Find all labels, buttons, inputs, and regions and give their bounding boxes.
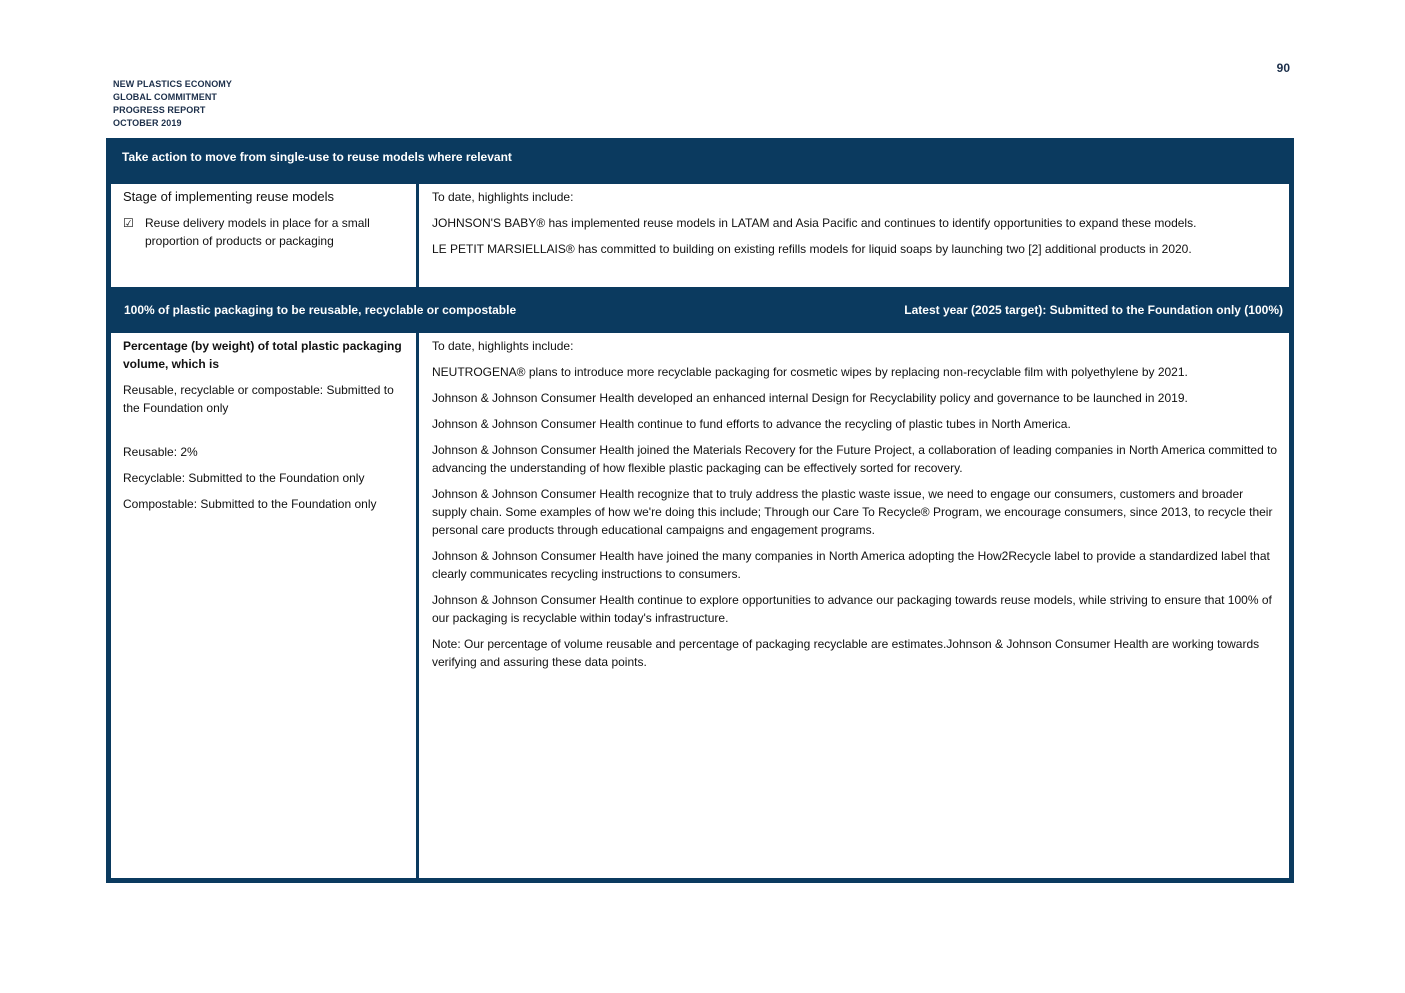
header-line: NEW PLASTICS ECONOMY xyxy=(113,79,233,89)
highlight-paragraph: JOHNSON'S BABY® has implemented reuse models in LATAM and Asia Pacific and continues to identify opportunities to expand these models. xyxy=(432,216,1197,230)
reuse-stage-option-label: Reuse delivery models in place for a small proportion of products or packaging xyxy=(145,216,370,248)
percentages-title: Percentage (by weight) of total plastic packaging volume, which is xyxy=(123,339,402,371)
reuse-stage-cell xyxy=(111,184,416,287)
commitment-table xyxy=(106,138,1294,883)
recyclable-percentage: Recyclable: Submitted to the Foundation only xyxy=(123,471,365,485)
highlight-paragraph: Johnson & Johnson Consumer Health continue to explore opportunities to advance our packaging towards reuse models, while striving to ensure that 100% of our packaging is recyclable within today's infrastructure. xyxy=(432,593,1272,625)
section1-heading: Take action to move from single-use to reuse models where relevant xyxy=(122,150,512,164)
highlight-paragraph: NEUTROGENA® plans to introduce more recyclable packaging for cosmetic wipes by replacing non-recyclable film with polyethylene by 2021. xyxy=(432,365,1188,379)
header-line: PROGRESS REPORT xyxy=(113,105,206,115)
packaging-highlights-cell xyxy=(419,333,1289,878)
highlight-paragraph: Johnson & Johnson Consumer Health recognize that to truly address the plastic waste issue, we need to engage our consumers, customers and broader supply chain. Some examples of how we're doing this include; Through our Care To Recycle® Program, we encourage consumers, since 2013, to recycle their personal care products through educational campaigns and engagement programs. xyxy=(432,487,1273,537)
checked-box-icon: ☑ xyxy=(123,216,134,230)
section2-target: Latest year (2025 target): Submitted to the Foundation only (100%) xyxy=(904,303,1283,317)
section2-heading-bar xyxy=(106,287,1294,333)
header-line: GLOBAL COMMITMENT xyxy=(113,92,218,102)
report-header xyxy=(113,78,232,130)
highlight-paragraph: LE PETIT MARSIELLAIS® has committed to building on existing refills models for liquid soaps by launching two [2] additional products in 2020. xyxy=(432,242,1192,256)
page-number: 90 xyxy=(1276,61,1290,75)
reuse-stage-title: Stage of implementing reuse models xyxy=(123,189,335,204)
highlight-paragraph: Johnson & Johnson Consumer Health have joined the many companies in North America adopting the How2Recycle label to provide a standardized label that clearly communicates recycling instructions to consumers. xyxy=(432,549,1270,581)
header-line: OCTOBER 2019 xyxy=(113,118,182,128)
highlights-intro: To date, highlights include: xyxy=(432,339,574,353)
section2-heading: 100% of plastic packaging to be reusable, recyclable or compostable xyxy=(124,303,517,317)
highlight-paragraph: Johnson & Johnson Consumer Health continue to fund efforts to advance the recycling of plastic tubes in North America. xyxy=(432,417,1071,431)
highlight-paragraph: Note: Our percentage of volume reusable and percentage of packaging recyclable are estimates.Johnson & Johnson Consumer Health are working towards verifying and assuring these data points. xyxy=(432,637,1260,669)
highlight-paragraph: Johnson & Johnson Consumer Health joined the Materials Recovery for the Future Project, a collaboration of leading companies in North America committed to advancing the understanding of how flexible plastic packaging can be effectively sorted for recovery. xyxy=(432,443,1278,475)
packaging-percentages-cell xyxy=(111,333,416,878)
reusable-percentage: Reusable: 2% xyxy=(123,445,198,459)
highlights-intro: To date, highlights include: xyxy=(432,190,574,204)
reuse-stage-option xyxy=(123,214,406,250)
highlight-paragraph: Johnson & Johnson Consumer Health developed an enhanced internal Design for Recyclability policy and governance to be launched in 2019. xyxy=(432,391,1188,405)
reuse-highlights-cell xyxy=(419,184,1289,287)
combined-percentage: Reusable, recyclable or compostable: Submitted to the Foundation only xyxy=(123,383,394,415)
compostable-percentage: Compostable: Submitted to the Foundation only xyxy=(123,497,377,511)
